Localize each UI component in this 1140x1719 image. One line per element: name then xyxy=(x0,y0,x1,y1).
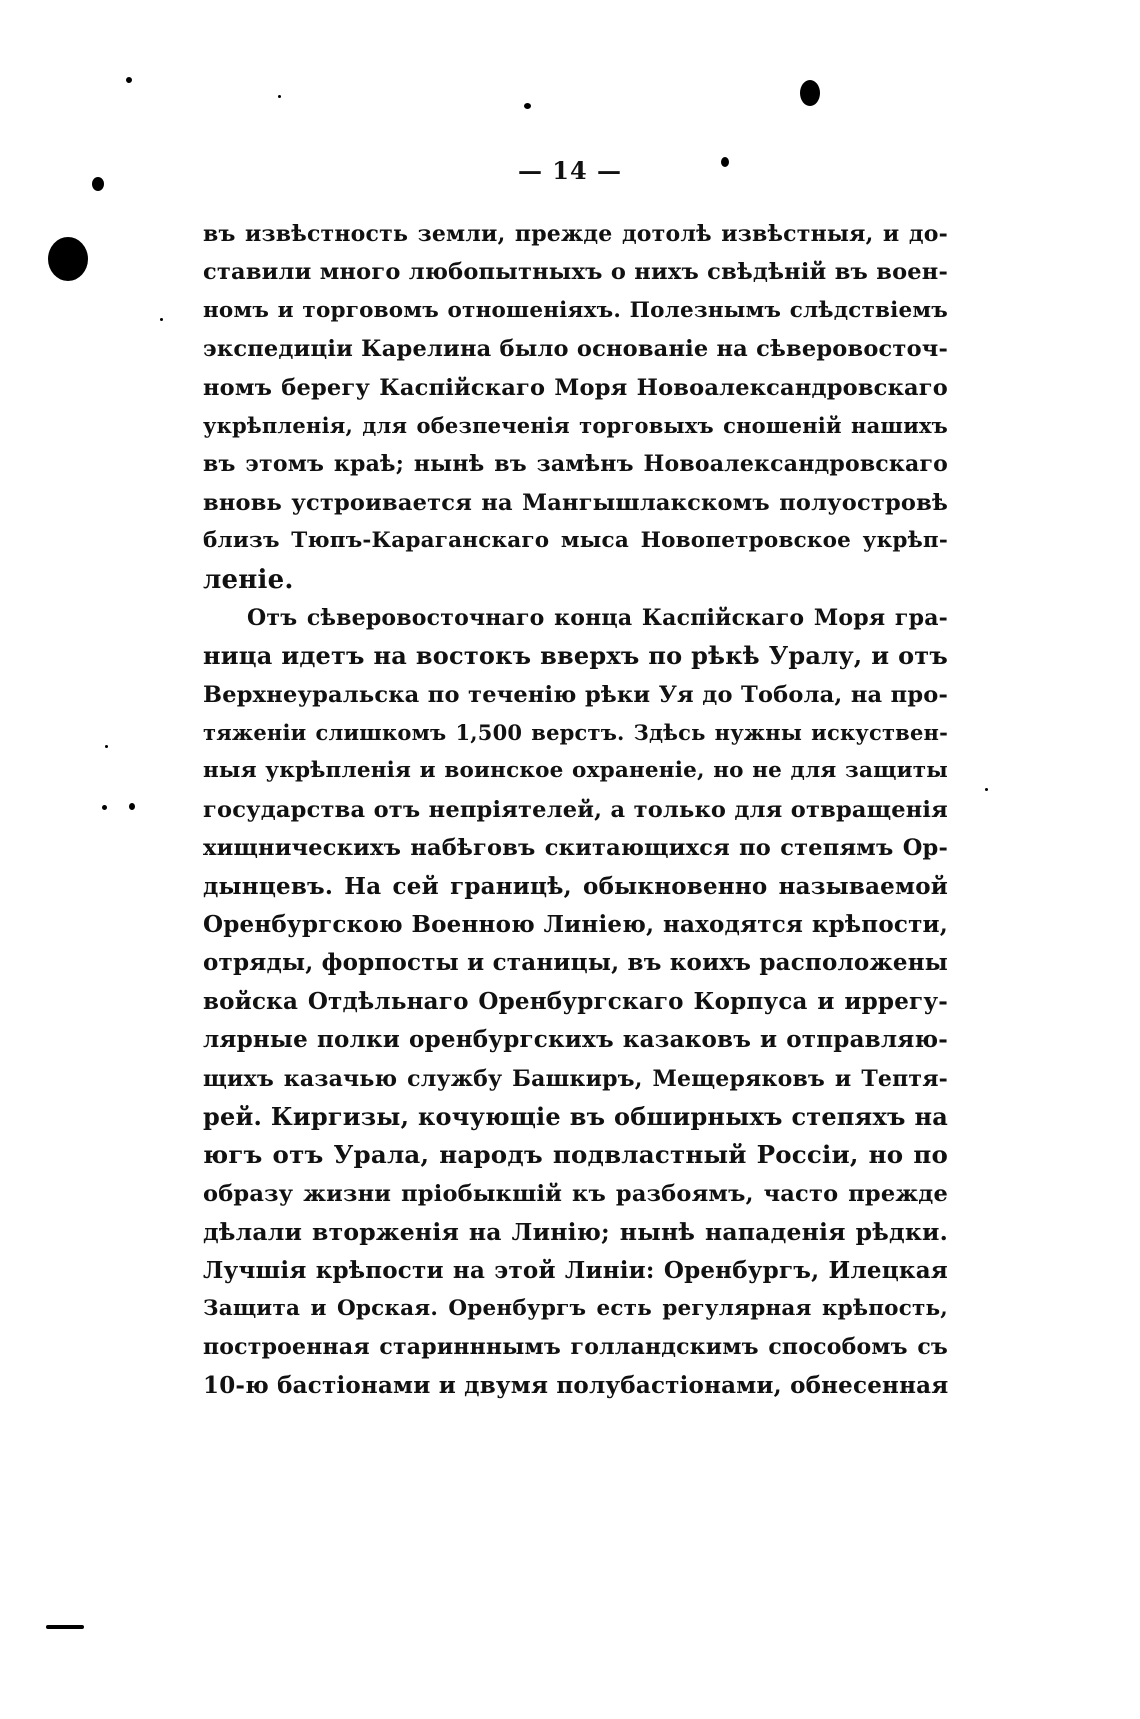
ink-speck xyxy=(105,745,108,748)
text-line: вновь устроивается на Мангышлакскомъ полуостровѣ xyxy=(203,489,948,516)
ink-blot xyxy=(48,237,88,281)
text-line: близъ Тюпъ-Караганскаго мыса Новопетровское укрѣп- xyxy=(203,528,948,554)
text-line: образу жизни пріобыкшій къ разбоямъ, часто прежде xyxy=(203,1180,948,1207)
text-line: ныя укрѣпленія и воинское охраненіе, но не для защиты xyxy=(203,758,948,784)
text-line: дынцевъ. На сей границѣ, обыкновенно называемой xyxy=(203,872,948,900)
ink-blot xyxy=(800,80,820,106)
text-line: построенная старинннымъ голландскимъ способомъ съ xyxy=(203,1334,948,1361)
text-line: номъ и торговомъ отношеніяхъ. Полезнымъ слѣдствіемъ xyxy=(203,297,948,323)
text-line: въ извѣстность земли, прежде дотолѣ извѣстныя, и до- xyxy=(203,221,948,247)
text-line: лярные полки оренбургскихъ казаковъ и отправляю- xyxy=(203,1026,948,1054)
ink-speck xyxy=(129,803,135,810)
text-line: укрѣпленія, для обезпеченія торговыхъ сношеній нашихъ xyxy=(203,412,948,438)
text-line: югъ отъ Урала, народъ подвластный Россіи, но по xyxy=(203,1140,948,1170)
body-text xyxy=(203,215,948,1405)
text-line: ница идетъ на востокъ вверхъ по рѣкѣ Уралу, и отъ xyxy=(203,641,948,671)
text-line: отряды, форпосты и станицы, въ коихъ расположены xyxy=(203,949,948,977)
text-line: Верхнеуральска по теченію рѣки Уя до Тобола, на про- xyxy=(203,681,948,708)
margin-mark xyxy=(46,1625,84,1629)
ink-speck xyxy=(92,177,104,191)
paragraph-start-line: Отъ сѣверовосточнаго конца Каспійскаго Моря гра- xyxy=(247,604,948,631)
text-line: хищническихъ набѣговъ скитающихся по степямъ Ор- xyxy=(203,835,948,862)
paragraph-end-line: леніе. xyxy=(203,564,294,595)
text-line: войска Отдѣльнаго Оренбургскаго Корпуса и иррегу- xyxy=(203,987,948,1015)
text-line: въ этомъ краѣ; нынѣ въ замѣнъ Новоалександровскаго xyxy=(203,451,948,478)
text-line: 10-ю бастіонами и двумя полубастіонами, обнесенная xyxy=(203,1371,949,1399)
text-line: Лучшія крѣпости на этой Линіи: Оренбургъ, Илецкая xyxy=(203,1256,948,1284)
text-line: экспедиціи Карелина было основаніе на сѣверовосточ- xyxy=(203,336,948,363)
ink-speck xyxy=(102,805,107,810)
ink-speck xyxy=(278,95,281,98)
text-line: номъ берегу Каспійскаго Моря Новоалександровскаго xyxy=(203,374,948,401)
text-line: Оренбургскою Военною Линіею, находятся крѣпости, xyxy=(203,911,948,939)
text-line: рей. Киргизы, кочующіе въ обширныхъ степяхъ на xyxy=(203,1101,948,1131)
ink-speck xyxy=(160,318,163,321)
ink-speck xyxy=(985,788,988,791)
ink-speck xyxy=(524,103,531,109)
text-line: государства отъ непріятелей, а только для отвращенія xyxy=(203,796,948,823)
text-line: тяженіи слишкомъ 1,500 верстъ. Здѣсь нужны искуствен- xyxy=(203,720,948,746)
text-line: дѣлали вторженія на Линію; нынѣ нападенія рѣдки. xyxy=(203,1218,948,1247)
text-line: Защита и Орская. Оренбургъ есть регулярная крѣпость, xyxy=(203,1295,948,1321)
page-number: — 14 — xyxy=(517,156,623,185)
text-line: ставили много любопытныхъ о нихъ свѣдѣній въ воен- xyxy=(203,259,948,286)
ink-speck xyxy=(126,77,132,83)
ink-speck xyxy=(721,157,729,167)
text-line: щихъ казачью службу Башкиръ, Мещеряковъ и Тептя- xyxy=(203,1065,948,1092)
